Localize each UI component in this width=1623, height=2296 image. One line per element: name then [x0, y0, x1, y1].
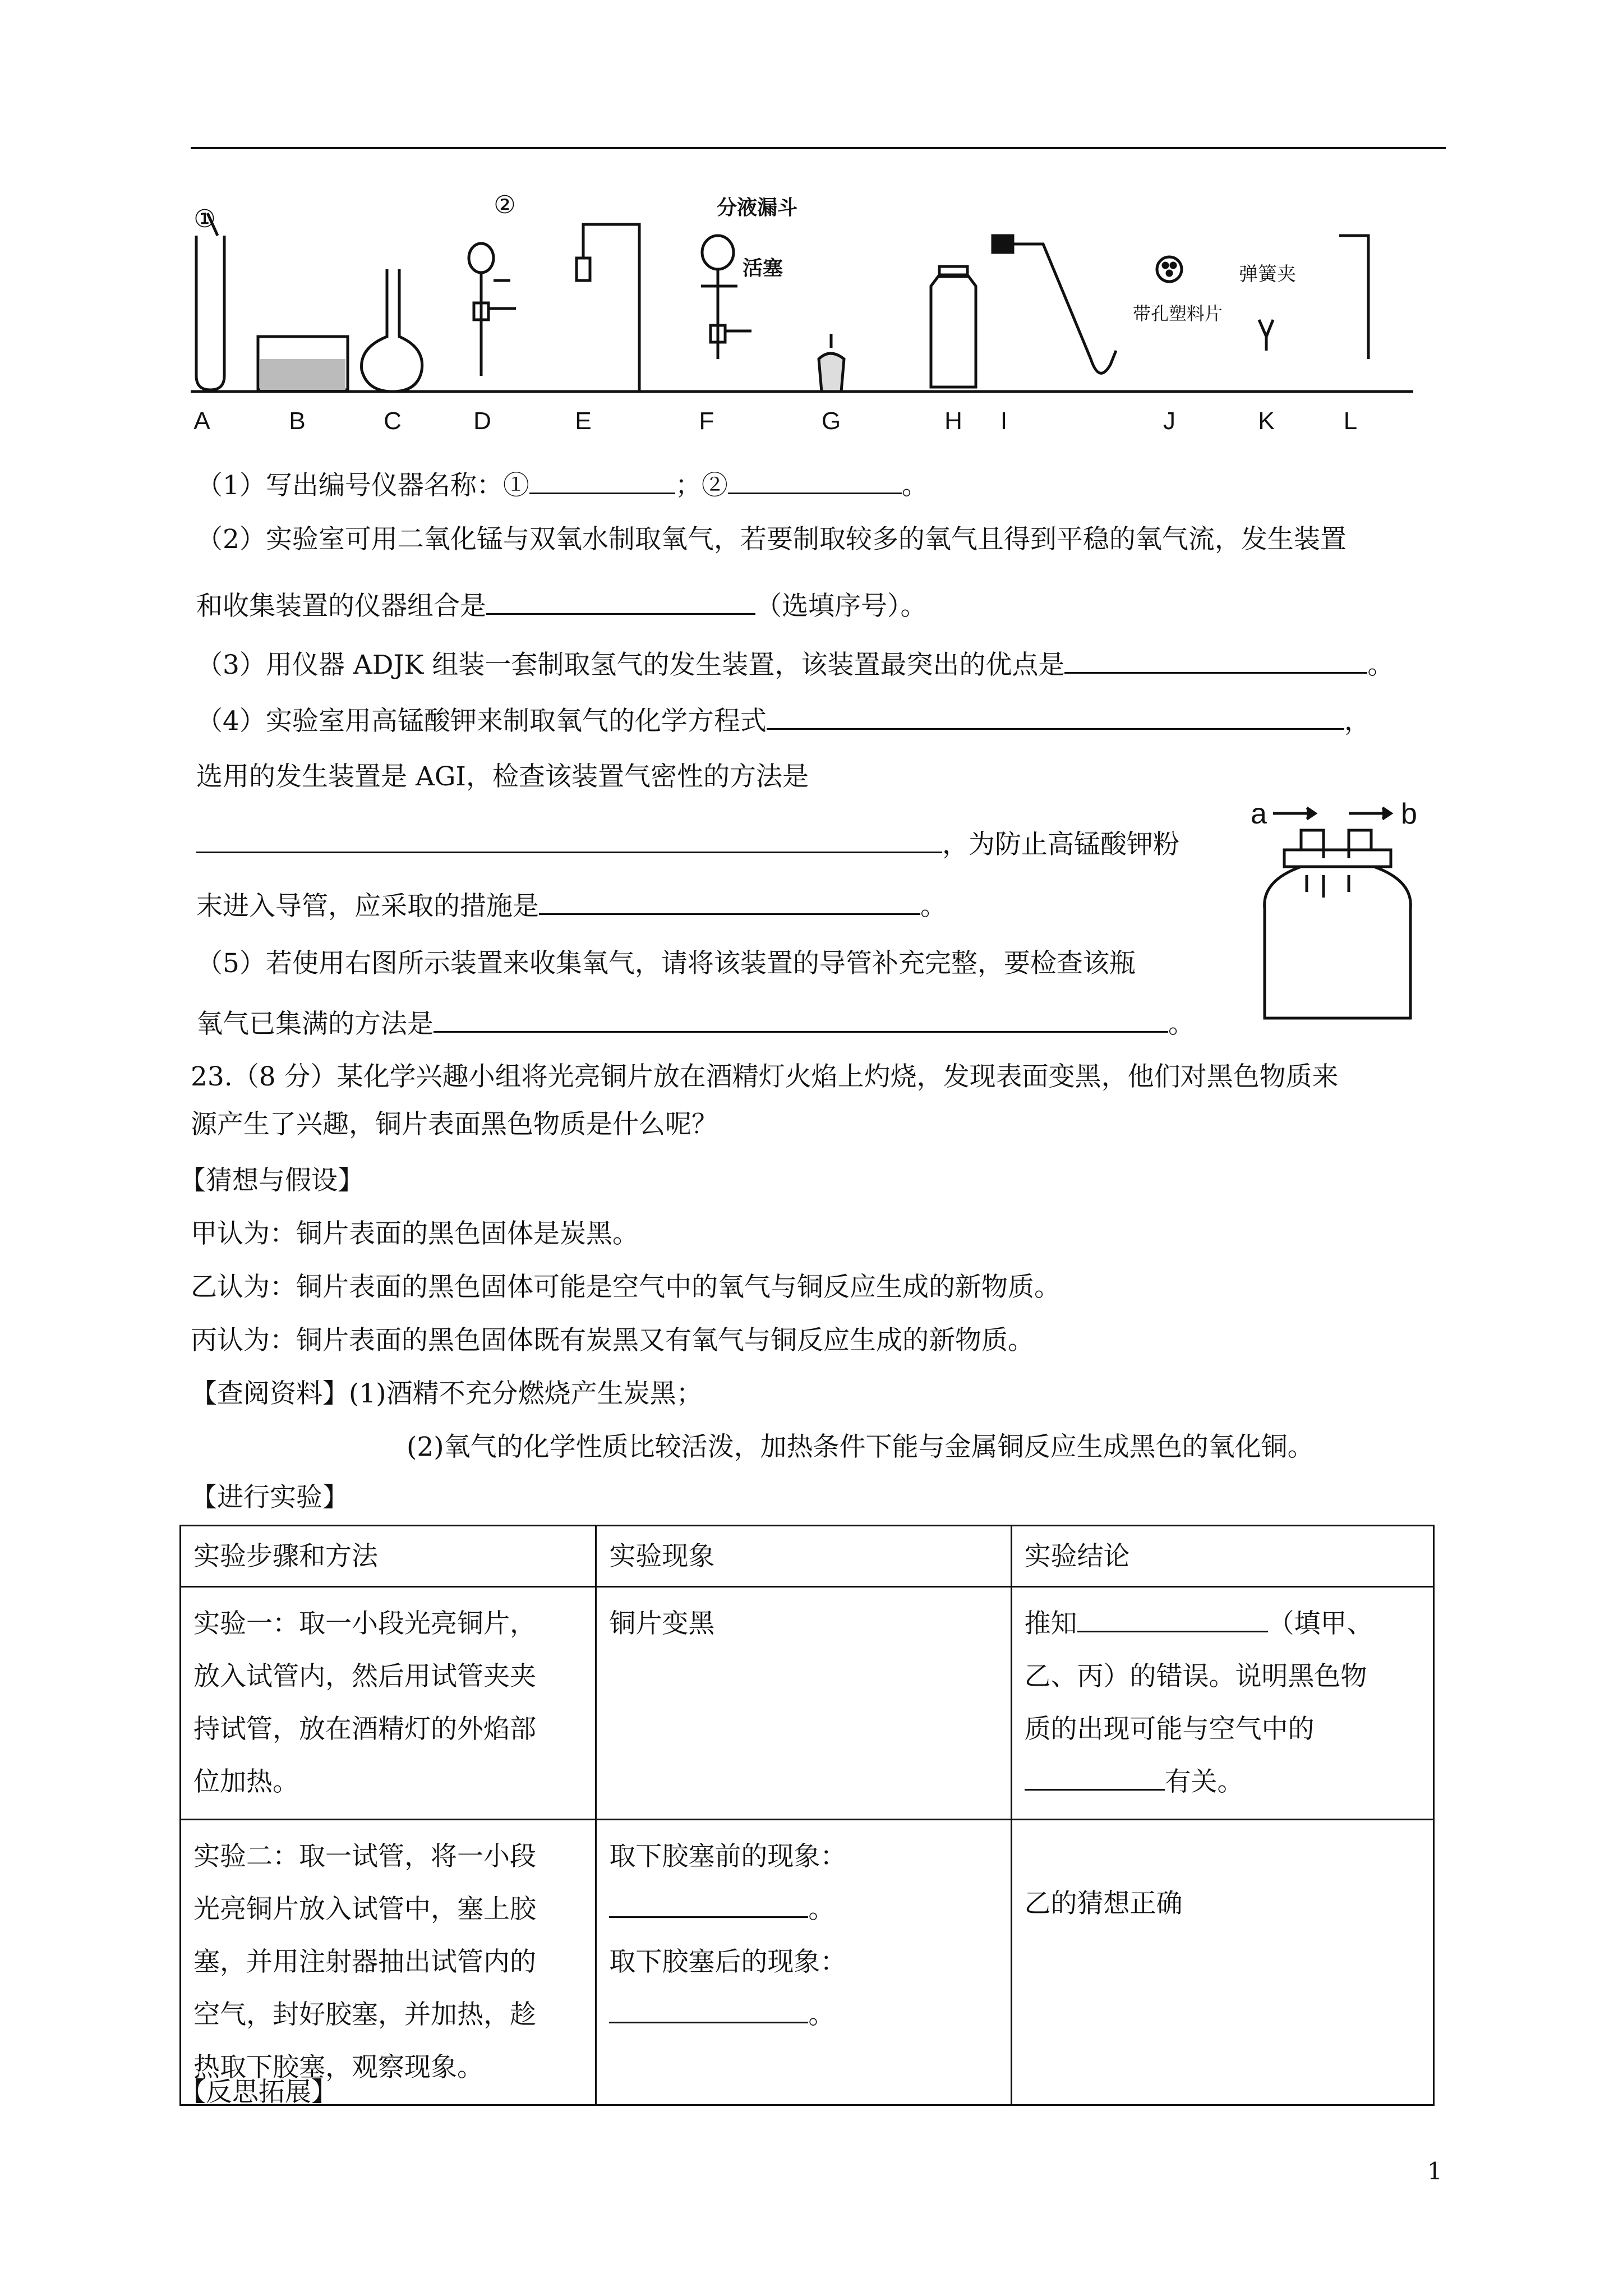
- hypothesis-title: 【猜想与假设】: [179, 1165, 364, 1196]
- q2-text-b: （选填序号）。: [755, 591, 927, 622]
- q4-text-b: ，: [1344, 706, 1371, 737]
- q3-text-a: （3）用仪器 ADJK 组装一套制取氢气的发生装置，该装置最突出的优点是: [196, 650, 1065, 680]
- table-row: [181, 1587, 1434, 1820]
- apparatus-letter-g: G: [821, 407, 841, 435]
- apparatus-letter-j: J: [1163, 407, 1175, 435]
- apparatus-letter-d: D: [473, 407, 491, 435]
- row2-phenomenon: [596, 1820, 1011, 2105]
- q1-text-c: 。: [901, 470, 928, 501]
- q1-blank-1[interactable]: [529, 466, 675, 494]
- hypothesis-yi: 乙认为：铜片表面的黑色固体可能是空气中的氧气与铜反应生成的新物质。: [191, 1272, 1061, 1303]
- label-stopcock: 活塞: [742, 256, 783, 279]
- label-separatory-funnel: 分液漏斗: [716, 196, 798, 219]
- apparatus-letter-k: K: [1258, 407, 1275, 435]
- reflection-title: 【反思拓展】: [179, 2077, 338, 2108]
- row1-conclusion-e: 有关。: [1164, 1766, 1244, 1797]
- q4-line-3: [196, 825, 1179, 862]
- q5-line-2: [196, 1004, 1195, 1041]
- q4-airtight-blank[interactable]: [196, 825, 942, 853]
- row1-conclusion-blank-1[interactable]: [1077, 1603, 1268, 1632]
- q4-text-d: 末进入导管，应采取的措施是: [196, 891, 539, 922]
- apparatus-letter-b: B: [289, 407, 306, 435]
- q4-line-4: [196, 886, 947, 923]
- q4-text-e: 。: [920, 891, 947, 922]
- reference-2: (2)氧气的化学性质比较活泼，加热条件下能与金属铜反应生成黑色的氧化铜。: [407, 1432, 1314, 1462]
- row1-step-line: 放入试管内，然后用试管夹夹: [193, 1661, 536, 1692]
- header-phenomenon: 实验现象: [596, 1526, 1011, 1587]
- header-steps: 实验步骤和方法: [181, 1526, 596, 1587]
- row1-conclusion: [1011, 1587, 1433, 1820]
- q4-measure-blank[interactable]: [539, 886, 920, 915]
- row2-before-period: 。: [808, 1894, 835, 1925]
- experiment-table: [179, 1525, 1435, 2106]
- apparatus-figure: [191, 191, 1413, 438]
- q5-text-b: 。: [1168, 1009, 1195, 1039]
- bottle-label-b: b: [1401, 798, 1417, 830]
- label-circle2: ②: [494, 191, 516, 219]
- row2-conclusion-text: 乙的猜想正确: [1024, 1888, 1183, 1919]
- q2-blank[interactable]: [486, 586, 755, 615]
- row2-after-label: 取下胶塞后的现象：: [609, 1947, 847, 1977]
- row1-step-line: 实验一：取一小段光亮铜片，: [193, 1608, 536, 1639]
- row2-steps: [181, 1820, 596, 2105]
- row2-after-line: [609, 1989, 998, 2041]
- row2-step-line: 光亮铜片放入试管中，塞上胶: [193, 1894, 536, 1925]
- row1-conclusion-a: 推知: [1024, 1608, 1077, 1639]
- q2-line-2: [196, 586, 927, 623]
- row1-conclusion-line-2: 乙、丙）的错误。说明黑色物: [1024, 1661, 1367, 1692]
- row2-before-blank[interactable]: [609, 1888, 808, 1918]
- q1-text-a: （1）写出编号仪器名称：①: [196, 470, 529, 501]
- row2-step-line: 热取下胶塞，观察现象。: [193, 2052, 483, 2083]
- table-row: [181, 1820, 1434, 2105]
- row1-step-line: 位加热。: [193, 1766, 299, 1797]
- row1-phenomenon: [596, 1587, 1011, 1820]
- q4-text-c: ，为防止高锰酸钾粉: [942, 829, 1179, 860]
- row2-before-line: [609, 1883, 998, 1936]
- row1-conclusion-blank-2[interactable]: [1025, 1761, 1165, 1791]
- hypothesis-jia: 甲认为：铜片表面的黑色固体是炭黑。: [191, 1218, 639, 1249]
- experiment-title: 【进行实验】: [191, 1482, 349, 1513]
- row2-step-line: 塞，并用注射器抽出试管内的: [193, 1947, 536, 1977]
- row2-conclusion: [1011, 1820, 1433, 2105]
- label-spring-clip: 弹簧夹: [1239, 264, 1296, 285]
- apparatus-letter-a: A: [193, 407, 210, 435]
- q4-text-a: （4）实验室用高锰酸钾来制取氧气的化学方程式: [196, 706, 767, 737]
- apparatus-letter-h: H: [944, 407, 962, 435]
- row2-before-label: 取下胶塞前的现象：: [609, 1841, 847, 1872]
- q23-line-1: 23.（8 分）某化学兴趣小组将光亮铜片放在酒精灯火焰上灼烧，发现表面变黑，他们对黑色物质来: [191, 1061, 1339, 1092]
- row2-after-period: 。: [808, 1999, 835, 2030]
- reference-title: 【查阅资料】(1)酒精不充分燃烧产生炭黑；: [191, 1378, 703, 1409]
- row1-conclusion-line-1: [1025, 1598, 1421, 1650]
- q3-blank[interactable]: [1064, 645, 1367, 674]
- q1-text-b: ；②: [675, 470, 728, 501]
- q4-line-1: [196, 701, 1371, 738]
- hypothesis-bing: 丙认为：铜片表面的黑色固体既有炭黑又有氧气与铜反应生成的新物质。: [191, 1325, 1034, 1356]
- apparatus-letter-c: C: [384, 407, 402, 435]
- q23-line-2: 源产生了兴趣，铜片表面黑色物质是什么呢？: [191, 1109, 718, 1140]
- bottle-label-a: a: [1251, 798, 1267, 830]
- q2-line-1: （2）实验室可用二氧化锰与双氧水制取氧气，若要制取较多的氧气且得到平稳的氧气流，发生装置: [196, 524, 1347, 555]
- header-conclusion: 实验结论: [1011, 1526, 1433, 1587]
- row1-conclusion-line-3: 质的出现可能与空气中的: [1024, 1714, 1315, 1745]
- row1-steps: [181, 1587, 596, 1820]
- q1-line: [196, 466, 928, 503]
- header-rule: [191, 147, 1446, 149]
- row1-step-line: 持试管，放在酒精灯的外焰部: [193, 1714, 536, 1745]
- gas-bottle-figure: [1251, 797, 1436, 1032]
- q3-text-b: 。: [1367, 650, 1394, 680]
- q2-text-a: 和收集装置的仪器组合是: [196, 591, 486, 622]
- q4-equation-blank[interactable]: [767, 701, 1344, 730]
- apparatus-letter-e: E: [575, 407, 592, 435]
- row1-conclusion-b: （填甲、: [1267, 1608, 1373, 1639]
- q1-blank-2[interactable]: [728, 466, 902, 494]
- label-circle1: ①: [193, 205, 216, 233]
- q3-line: [196, 645, 1394, 682]
- apparatus-letter-i: I: [1000, 407, 1008, 435]
- label-perforated-plate: 带孔塑料片: [1132, 303, 1223, 324]
- row2-after-blank[interactable]: [609, 1994, 808, 2023]
- apparatus-letter-l: L: [1343, 407, 1358, 435]
- row1-conclusion-line-4: [1025, 1756, 1421, 1809]
- q5-text-a: 氧气已集满的方法是: [196, 1009, 434, 1039]
- row2-step-line: 实验二：取一试管，将一小段: [193, 1841, 536, 1872]
- apparatus-letter-f: F: [699, 407, 714, 435]
- table-header-row: [181, 1526, 1434, 1587]
- row2-step-line: 空气，封好胶塞，并加热，趁: [193, 1999, 536, 2030]
- q5-blank[interactable]: [434, 1004, 1168, 1033]
- row1-phenomenon-text: 铜片变黑: [609, 1608, 715, 1639]
- q4-line-2: 选用的发生装置是 AGI，检查该装置气密性的方法是: [196, 761, 809, 792]
- q5-line-1: （5）若使用右图所示装置来收集氧气，请将该装置的导管补充完整，要检查该瓶: [196, 948, 1136, 979]
- page-number: 1: [1427, 2157, 1442, 2185]
